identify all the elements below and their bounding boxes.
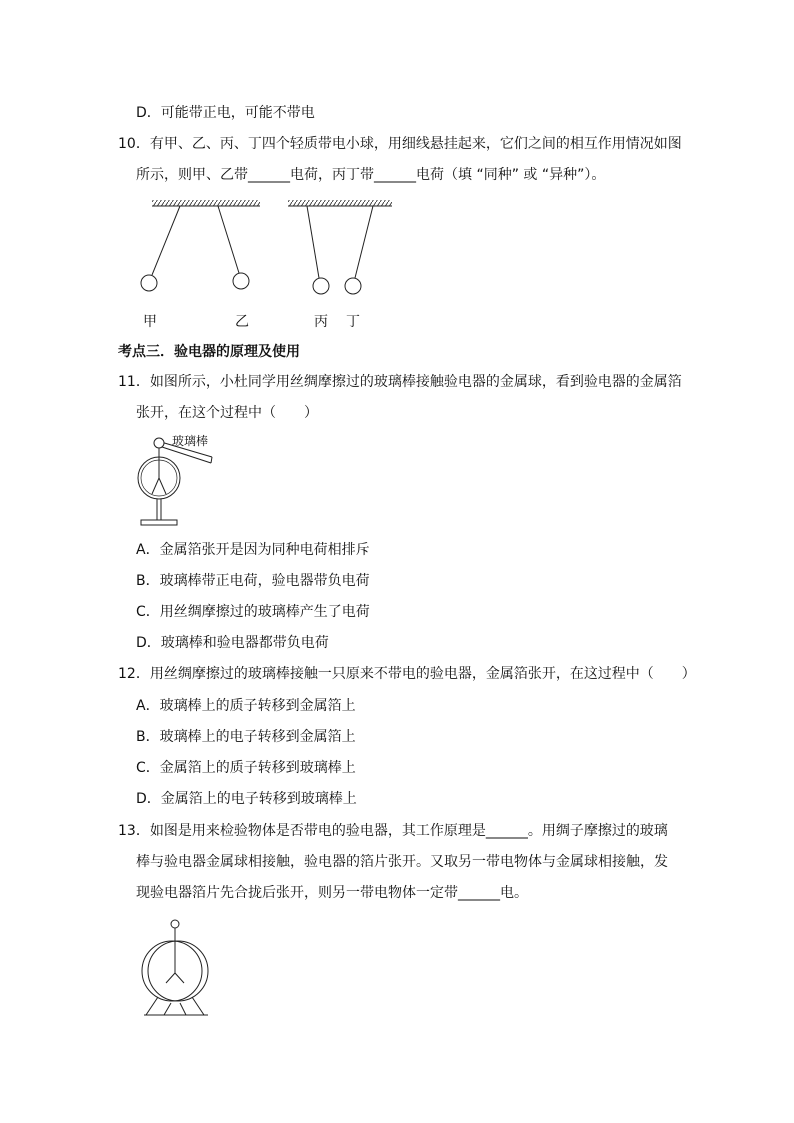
q10-stem-line1: 10．有甲、乙、丙、丁四个轻质带电小球，用细线悬挂起来，它们之间的相互作用情况如图: [118, 136, 682, 152]
q12-option-b: B．玻璃棒上的电子转移到金属箔上: [136, 729, 356, 745]
q11-option-d: D．玻璃棒和验电器都带负电荷: [136, 635, 329, 651]
q11-option-b: B．玻璃棒带正电荷，验电器带负电荷: [136, 573, 370, 589]
q12-option-d: D．金属箔上的电子转移到玻璃棒上: [136, 791, 357, 807]
q13-stem-line2: 棒与验电器金属球相接触，验电器的箔片张开。又取另一带电物体与金属球相接触，发: [136, 854, 668, 870]
q11-stem-line1: 11．如图所示，小杜同学用丝绸摩擦过的玻璃棒接触验电器的金属球，看到验电器的金属箔: [118, 374, 682, 390]
q13-stem-line1: 13．如图是用来检验物体是否带电的验电器，其工作原理是______。用绸子摩擦过的玻璃: [118, 823, 668, 839]
section-title: 考点三．验电器的原理及使用: [118, 344, 300, 360]
ball-label-jia: 甲: [143, 314, 157, 330]
q11-option-a: A．金属箔张开是因为同种电荷相排斥: [136, 542, 370, 558]
q11-stem-line2: 张开，在这个过程中（ ）: [136, 405, 318, 421]
q12-option-a: A．玻璃棒上的质子转移到金属箔上: [136, 698, 356, 714]
glass-rod-label: 玻璃棒: [172, 434, 209, 448]
q10-pendulum-figure: [140, 196, 400, 336]
ball-label-yi: 乙: [235, 314, 249, 330]
ball-label-bing: 丙: [314, 314, 328, 330]
q11-option-c: C．用丝绸摩擦过的玻璃棒产生了电荷: [136, 604, 370, 620]
q12-stem: 12．用丝绸摩擦过的玻璃棒接触一只原来不带电的验电器，金属箔张开，在这过程中（ ）: [118, 666, 696, 682]
ball-label-ding: 丁: [346, 314, 360, 330]
q10-stem-line2: 所示，则甲、乙带______电荷，丙丁带______电荷（填 “同种” 或 “异种”）。: [136, 167, 606, 183]
q13-stem-line3: 现验电器箔片先合拢后张开，则另一带电物体一定带______电。: [136, 885, 528, 901]
q12-option-c: C．金属箔上的质子转移到玻璃棒上: [136, 760, 356, 776]
q13-electroscope-figure: [140, 915, 215, 1025]
q9-option-d: D．可能带正电，可能不带电: [136, 105, 315, 121]
